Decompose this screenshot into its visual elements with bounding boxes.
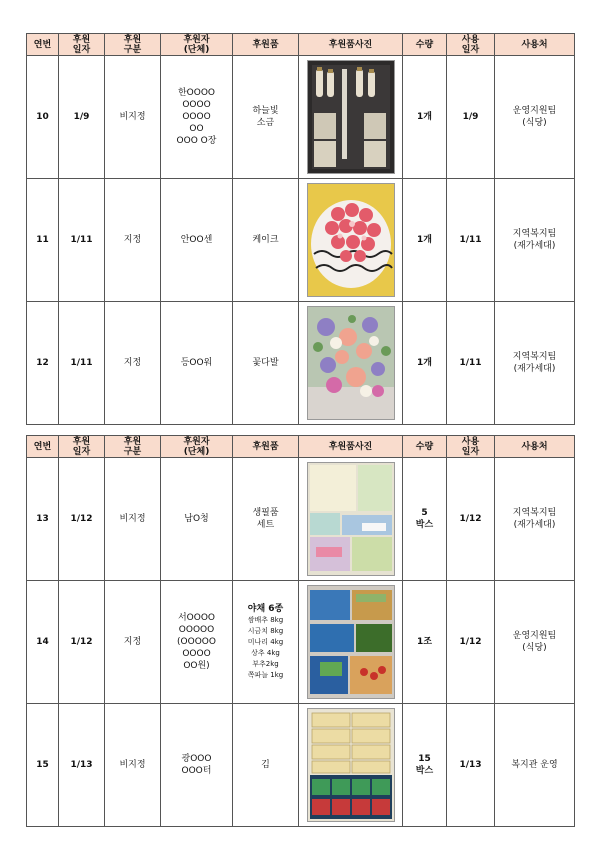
- header-date: 후원 일자: [59, 34, 105, 56]
- item-line: 쌈배추 8kg: [247, 616, 284, 624]
- row-type: 지정: [105, 302, 161, 425]
- header-qty: 수량: [403, 34, 447, 56]
- seaweed-boxes-photo: [307, 708, 395, 822]
- table-row: [27, 302, 575, 425]
- row-donor: 안OO센: [161, 179, 233, 302]
- daily-necessities-photo: [307, 462, 395, 576]
- row-no: 10: [27, 56, 59, 179]
- table-row: [27, 458, 575, 581]
- row-donor: 한OOOO OOOO OOOO OO OOO O장: [161, 56, 233, 179]
- flower-bouquet-photo: [307, 306, 395, 420]
- header-item: 후원품: [233, 34, 299, 56]
- row-donor: 남O청: [161, 458, 233, 581]
- row-date: 1/11: [59, 302, 105, 425]
- table-row: [27, 179, 575, 302]
- row-photo-cell: [299, 458, 403, 581]
- row-date: 1/12: [59, 581, 105, 704]
- header-type: 후원 구분: [105, 34, 161, 56]
- item-line: 시금치 8kg: [247, 627, 284, 635]
- row-use-place: 운영지원팀 (식당): [495, 581, 575, 704]
- table-row: [27, 581, 575, 704]
- row-qty: 1개: [403, 179, 447, 302]
- row-use-date: 1/13: [447, 704, 495, 827]
- row-use-place: 지역복지팀 (재가세대): [495, 179, 575, 302]
- row-type: 지정: [105, 581, 161, 704]
- item-title: 야채 6종: [247, 604, 284, 614]
- donation-table-2: [26, 435, 575, 827]
- row-item-list: [233, 581, 299, 704]
- row-date: 1/12: [59, 458, 105, 581]
- header-no: 연번: [27, 436, 59, 458]
- row-type: 비지정: [105, 458, 161, 581]
- row-use-place: 운영지원팀 (식당): [495, 56, 575, 179]
- header-no: 연번: [27, 34, 59, 56]
- header-item: 후원품: [233, 436, 299, 458]
- item-line: 쪽파늘 1kg: [247, 671, 284, 679]
- row-item: 꽃다발: [233, 302, 299, 425]
- donation-table-1: [26, 33, 575, 425]
- vegetables-photo: [307, 585, 395, 699]
- row-date: 1/13: [59, 704, 105, 827]
- row-use-date: 1/12: [447, 581, 495, 704]
- row-type: 지정: [105, 179, 161, 302]
- header-use-place: 사용처: [495, 436, 575, 458]
- row-qty: 5 박스: [403, 458, 447, 581]
- table-row: [27, 56, 575, 179]
- row-photo-cell: [299, 179, 403, 302]
- row-qty: 1개: [403, 56, 447, 179]
- row-item: 김: [233, 704, 299, 827]
- row-use-place: 지역복지팀 (재가세대): [495, 302, 575, 425]
- row-item: 케이크: [233, 179, 299, 302]
- table-header-row: [27, 34, 575, 56]
- header-type: 후원 구분: [105, 436, 161, 458]
- row-use-date: 1/12: [447, 458, 495, 581]
- row-photo-cell: [299, 56, 403, 179]
- row-date: 1/11: [59, 179, 105, 302]
- row-donor: 등OO워: [161, 302, 233, 425]
- header-photo: 후원품사진: [299, 436, 403, 458]
- header-use-date: 사용 일자: [447, 436, 495, 458]
- salt-gift-set-photo: [307, 60, 395, 174]
- row-donor: 광OOO OOO터: [161, 704, 233, 827]
- row-photo-cell: [299, 302, 403, 425]
- row-no: 15: [27, 704, 59, 827]
- row-date: 1/9: [59, 56, 105, 179]
- row-no: 14: [27, 581, 59, 704]
- row-use-place: 복지관 운영: [495, 704, 575, 827]
- strawberry-cake-photo: [307, 183, 395, 297]
- row-no: 11: [27, 179, 59, 302]
- item-line: 상추 4kg: [251, 649, 280, 657]
- item-line: 부추2kg: [252, 660, 279, 668]
- row-type: 비지정: [105, 704, 161, 827]
- row-no: 12: [27, 302, 59, 425]
- header-date: 후원 일자: [59, 436, 105, 458]
- row-use-date: 1/11: [447, 302, 495, 425]
- row-photo-cell: [299, 581, 403, 704]
- row-type: 비지정: [105, 56, 161, 179]
- table-row: [27, 704, 575, 827]
- header-donor: 후원자 (단체): [161, 34, 233, 56]
- header-qty: 수량: [403, 436, 447, 458]
- row-item: 하늘빛 소금: [233, 56, 299, 179]
- header-use-place: 사용처: [495, 34, 575, 56]
- row-use-date: 1/11: [447, 179, 495, 302]
- row-qty: 1개: [403, 302, 447, 425]
- table-header-row: [27, 436, 575, 458]
- header-use-date: 사용 일자: [447, 34, 495, 56]
- row-qty: 1조: [403, 581, 447, 704]
- row-no: 13: [27, 458, 59, 581]
- row-use-place: 지역복지팀 (재가세대): [495, 458, 575, 581]
- header-photo: 후원품사진: [299, 34, 403, 56]
- row-qty: 15 박스: [403, 704, 447, 827]
- row-use-date: 1/9: [447, 56, 495, 179]
- row-item: 생필품 세트: [233, 458, 299, 581]
- row-donor: 서OOOO OOOOO (OOOOO OOOO OO원): [161, 581, 233, 704]
- row-photo-cell: [299, 704, 403, 827]
- header-donor: 후원자 (단체): [161, 436, 233, 458]
- item-line: 미나리 4kg: [247, 638, 284, 646]
